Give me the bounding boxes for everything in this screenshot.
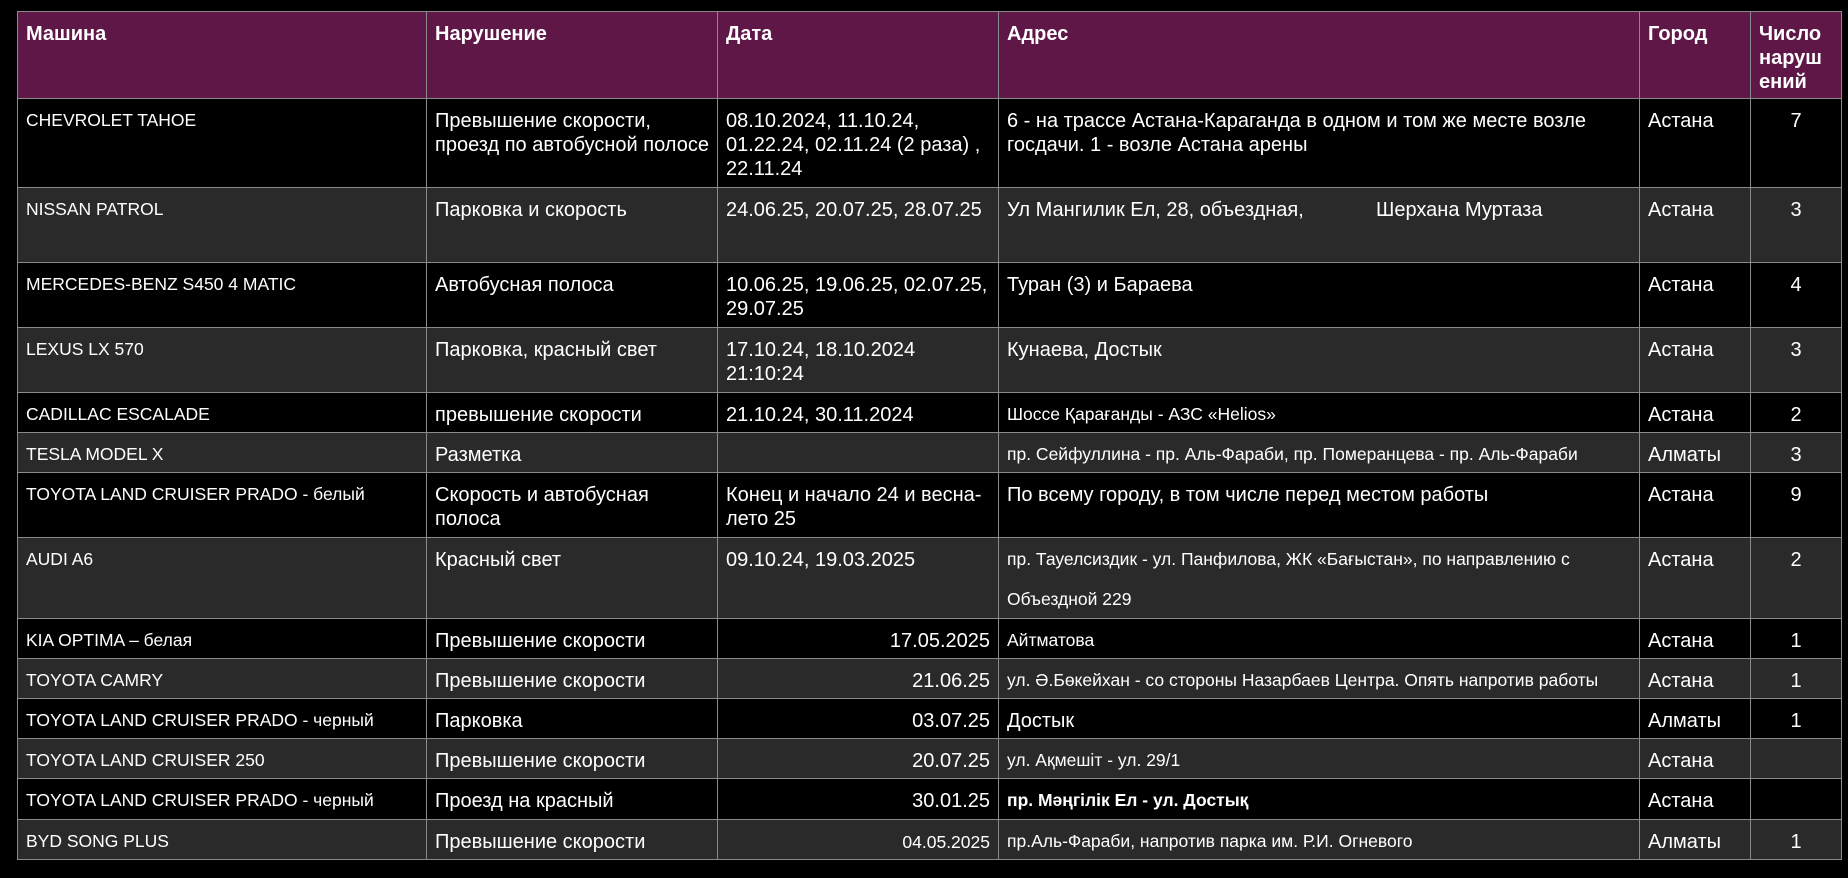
cell-address: Айтматова — [999, 619, 1640, 659]
address-line: пр. Тауелсиздик - ул. Панфилова, ЖК «Бағыстан», по направлению с — [1007, 549, 1570, 569]
cell-car: CADILLAC ESCALADE — [18, 393, 427, 433]
header-city: Город — [1640, 12, 1751, 99]
cell-address: пр.Аль-Фараби, напротив парка им. Р.И. Огневого — [999, 820, 1640, 860]
table-row — [18, 538, 1842, 619]
cell-address: пр. Сейфуллина - пр. Аль-Фараби, пр. Померанцева - пр. Аль-Фараби — [999, 433, 1640, 473]
table-row — [18, 263, 1842, 328]
table-row — [18, 739, 1842, 779]
table-row — [18, 473, 1842, 538]
cell-count: 2 — [1751, 393, 1842, 433]
cell-car: MERCEDES-BENZ S450 4 MATIC — [18, 263, 427, 328]
header-car: Машина — [18, 12, 427, 99]
cell-address: 6 - на трассе Астана-Караганда в одном и том же месте возле госдачи. 1 - возле Астана арены — [999, 99, 1640, 188]
cell-city: Астана — [1640, 188, 1751, 263]
cell-count: 3 — [1751, 188, 1842, 263]
cell-address: ул. Ақмешіт - ул. 29/1 — [999, 739, 1640, 779]
table-row — [18, 699, 1842, 739]
cell-address: Туран (3) и Бараева — [999, 263, 1640, 328]
cell-city: Астана — [1640, 263, 1751, 328]
cell-violation: Превышение скорости — [427, 820, 718, 860]
cell-city: Астана — [1640, 99, 1751, 188]
table-row — [18, 99, 1842, 188]
cell-date: 21.06.25 — [718, 659, 999, 699]
cell-date: 24.06.25, 20.07.25, 28.07.25 — [718, 188, 999, 263]
cell-count: 2 — [1751, 538, 1842, 619]
cell-violation: Разметка — [427, 433, 718, 473]
cell-car: CHEVROLET TAHOE — [18, 99, 427, 188]
cell-date: 10.06.25, 19.06.25, 02.07.25, 29.07.25 — [718, 263, 999, 328]
cell-address — [999, 538, 1640, 619]
cell-car: AUDI A6 — [18, 538, 427, 619]
cell-city: Астана — [1640, 393, 1751, 433]
cell-count: 1 — [1751, 659, 1842, 699]
cell-car: NISSAN PATROL — [18, 188, 427, 263]
cell-violation: Превышение скорости — [427, 739, 718, 779]
cell-car: TOYOTA LAND CRUISER PRADO - черный — [18, 779, 427, 820]
cell-violation: Превышение скорости — [427, 659, 718, 699]
table-row — [18, 619, 1842, 659]
cell-city: Алматы — [1640, 699, 1751, 739]
table-row — [18, 328, 1842, 393]
cell-car: KIA OPTIMA – белая — [18, 619, 427, 659]
cell-date: 09.10.24, 19.03.2025 — [718, 538, 999, 619]
table-row — [18, 659, 1842, 699]
cell-date: 30.01.25 — [718, 779, 999, 820]
cell-date — [718, 433, 999, 473]
cell-count: 3 — [1751, 433, 1842, 473]
cell-city: Астана — [1640, 473, 1751, 538]
table-row — [18, 820, 1842, 860]
cell-date: 21.10.24, 30.11.2024 — [718, 393, 999, 433]
cell-date: 04.05.2025 — [718, 820, 999, 860]
cell-violation: превышение скорости — [427, 393, 718, 433]
cell-car: TOYOTA CAMRY — [18, 659, 427, 699]
cell-violation: Автобусная полоса — [427, 263, 718, 328]
table-row — [18, 779, 1842, 820]
cell-count: 7 — [1751, 99, 1842, 188]
cell-violation: Парковка, красный свет — [427, 328, 718, 393]
cell-address: Достык — [999, 699, 1640, 739]
cell-count — [1751, 739, 1842, 779]
cell-date: 20.07.25 — [718, 739, 999, 779]
cell-violation: Парковка и скорость — [427, 188, 718, 263]
cell-count: 4 — [1751, 263, 1842, 328]
cell-car: TOYOTA LAND CRUISER PRADO - белый — [18, 473, 427, 538]
cell-car: TOYOTA LAND CRUISER 250 — [18, 739, 427, 779]
table-row — [18, 393, 1842, 433]
cell-violation: Проезд на красный — [427, 779, 718, 820]
cell-address: пр. Мәңгілік Ел - ул. Достық — [999, 779, 1640, 820]
cell-count: 1 — [1751, 619, 1842, 659]
table-header-row — [18, 12, 1842, 99]
cell-city: Алматы — [1640, 433, 1751, 473]
cell-address: Кунаева, Достык — [999, 328, 1640, 393]
cell-violation: Превышение скорости, проезд по автобусной полосе — [427, 99, 718, 188]
cell-count: 9 — [1751, 473, 1842, 538]
cell-car: TOYOTA LAND CRUISER PRADO - черный — [18, 699, 427, 739]
violations-table-container — [17, 11, 1842, 860]
cell-count: 3 — [1751, 328, 1842, 393]
cell-city: Астана — [1640, 538, 1751, 619]
header-address: Адрес — [999, 12, 1640, 99]
cell-city: Астана — [1640, 659, 1751, 699]
cell-address: Шоссе Қарағанды - АЗС «Helios» — [999, 393, 1640, 433]
cell-address: Ул Мангилик Ел, 28, объездная, Шерхана Муртаза — [999, 188, 1640, 263]
table-row — [18, 433, 1842, 473]
cell-violation: Красный свет — [427, 538, 718, 619]
cell-count — [1751, 779, 1842, 820]
cell-city: Астана — [1640, 619, 1751, 659]
header-violation: Нарушение — [427, 12, 718, 99]
cell-car: TESLA MODEL X — [18, 433, 427, 473]
header-date: Дата — [718, 12, 999, 99]
cell-address: ул. Ә.Бөкейхан - со стороны Назарбаев Центра. Опять напротив работы — [999, 659, 1640, 699]
cell-count: 1 — [1751, 820, 1842, 860]
cell-city: Астана — [1640, 739, 1751, 779]
cell-violation: Парковка — [427, 699, 718, 739]
cell-date: 17.05.2025 — [718, 619, 999, 659]
cell-car: LEXUS LX 570 — [18, 328, 427, 393]
cell-date: Конец и начало 24 и весна-лето 25 — [718, 473, 999, 538]
cell-date: 03.07.25 — [718, 699, 999, 739]
cell-car: BYD SONG PLUS — [18, 820, 427, 860]
cell-violation: Превышение скорости — [427, 619, 718, 659]
address-line: Объездной 229 — [1007, 589, 1132, 609]
cell-city: Астана — [1640, 328, 1751, 393]
cell-city: Астана — [1640, 779, 1751, 820]
table-row — [18, 188, 1842, 263]
header-count: Число нарушений — [1751, 12, 1842, 99]
cell-date: 08.10.2024, 11.10.24, 01.22.24, 02.11.24 (2 раза) , 22.11.24 — [718, 99, 999, 188]
cell-city: Алматы — [1640, 820, 1751, 860]
cell-date: 17.10.24, 18.10.2024 21:10:24 — [718, 328, 999, 393]
cell-violation: Скорость и автобусная полоса — [427, 473, 718, 538]
violations-table — [17, 11, 1842, 860]
cell-address: По всему городу, в том числе перед местом работы — [999, 473, 1640, 538]
cell-count: 1 — [1751, 699, 1842, 739]
